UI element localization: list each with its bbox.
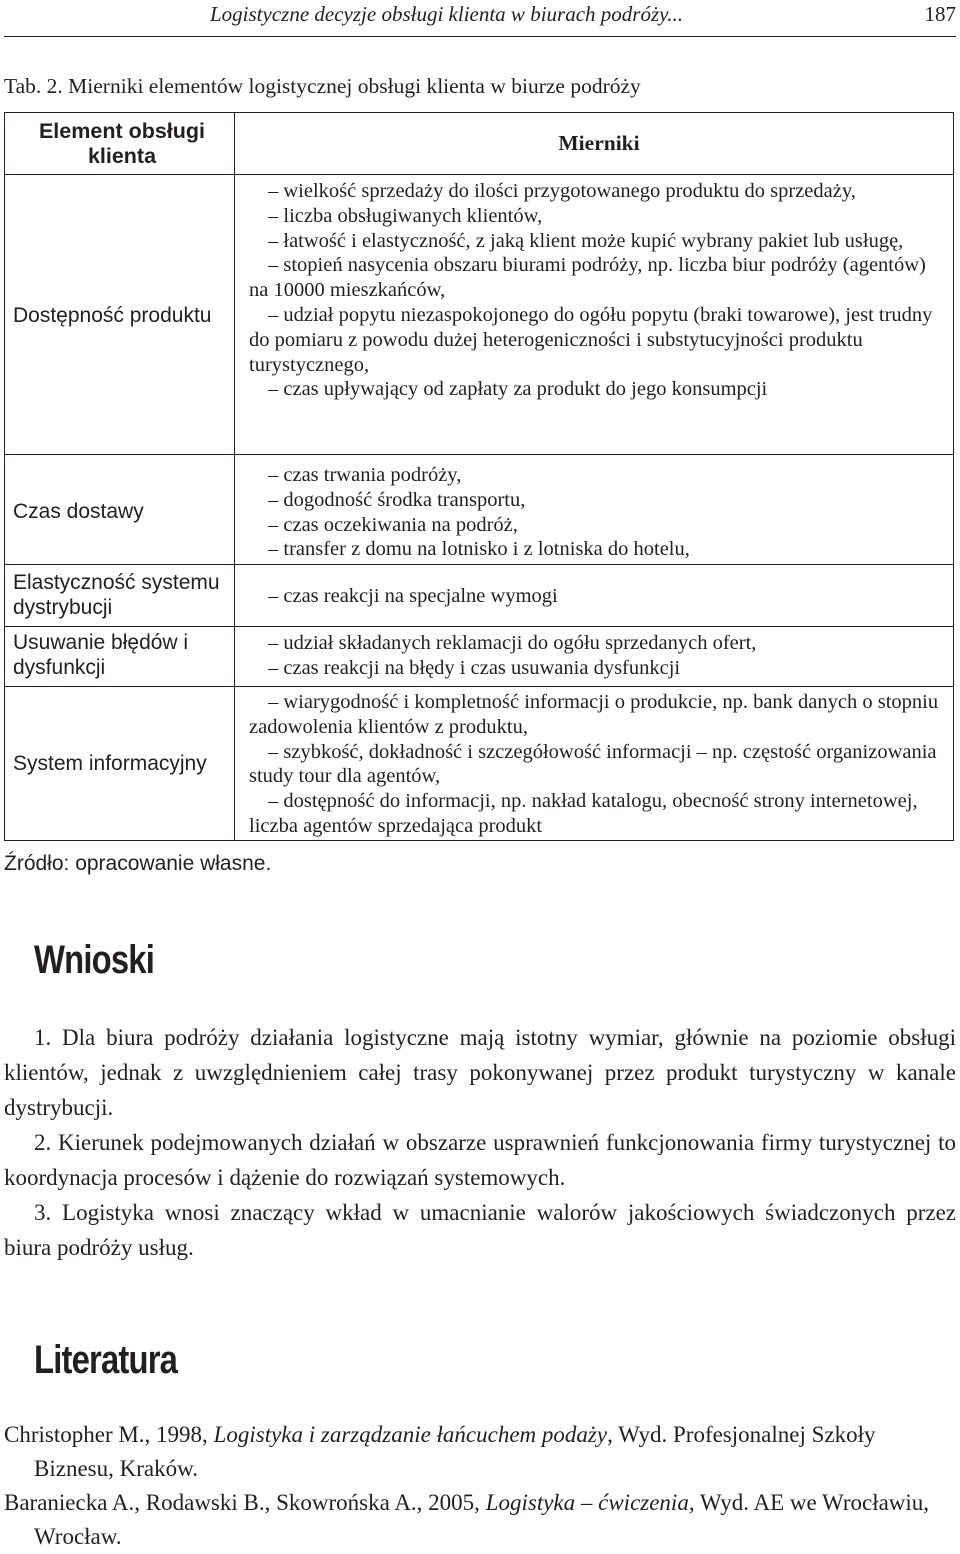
conclusion-item: 3. Logistyka wnosi znaczący wkład w umacnianie walorów jakościowych świadczonych przez biura podróży usług. bbox=[4, 1200, 956, 1260]
table-caption: Tab. 2. Mierniki elementów logistycznej obsługi klienta w biurze podróży bbox=[4, 74, 641, 98]
row-measures-delivery bbox=[249, 463, 949, 562]
row-element-errors: Usuwanie błędów i dysfunkcji bbox=[13, 631, 189, 679]
measure-item: – szybkość, dokładność i szczegółowość informacji – np. częstość organizowania study tour dla agentów, bbox=[249, 740, 937, 788]
conclusions-heading: Wnioski bbox=[34, 938, 155, 982]
measure-item: – transfer z domu na lotnisko i z lotniska do hotelu, bbox=[268, 538, 690, 561]
measure-item: – czas reakcji na błędy i czas usuwania dysfunkcji bbox=[268, 656, 681, 679]
row-measures-information bbox=[249, 690, 949, 839]
reference-title: Logistyka i zarządzanie łańcuchem podaży bbox=[213, 1422, 608, 1447]
row-element-flexibility: Elastyczność systemu dystrybucji bbox=[13, 571, 220, 619]
measure-item: – czas reakcji na specjalne wymogi bbox=[268, 585, 558, 607]
row-divider bbox=[5, 454, 953, 455]
measure-item: – liczba obsługiwanych klientów, bbox=[268, 204, 543, 227]
row-measures-flexibility bbox=[249, 584, 949, 609]
reference-authors: Baraniecka A., Rodawski B., Skowrońska A., 2005, bbox=[4, 1490, 486, 1515]
measure-item: – łatwość i elastyczność, z jaką klient może kupić wybrany pakiet lub usługę, bbox=[268, 229, 904, 252]
row-divider bbox=[5, 626, 953, 627]
reference-authors: Christopher M., 1998, bbox=[4, 1422, 214, 1447]
measure-item: – udział składanych reklamacji do ogółu sprzedanych ofert, bbox=[268, 632, 757, 654]
page-number: 187 bbox=[924, 2, 956, 26]
table-source: Źródło: opracowanie własne. bbox=[4, 852, 272, 875]
conclusions-list bbox=[4, 1020, 956, 1265]
row-divider bbox=[5, 686, 953, 687]
measure-item: – wiarygodność i kompletność informacji o produkcie, np. bank danych o stopniu zadowolenia klientów z produktu, bbox=[249, 691, 939, 738]
reference-title: Logistyka – ćwiczenia, bbox=[485, 1490, 695, 1515]
measures-table bbox=[4, 112, 954, 841]
measure-item: – stopień nasycenia obszaru biurami podróży, np. liczba biur podróży (agentów) na 10000 mieszkańców, bbox=[249, 254, 926, 302]
row-measures-availability bbox=[249, 179, 949, 402]
measure-item: – dogodność środka transportu, bbox=[268, 488, 526, 511]
measure-item: – czas trwania podróży, bbox=[268, 464, 462, 486]
conclusion-item: 2. Kierunek podejmowanych działań w obszarze usprawnień funkcjonowania firmy turystycznej to koordynacja procesów i dążenie do rozwiązań systemowych. bbox=[4, 1130, 956, 1190]
row-measures-errors bbox=[249, 631, 949, 681]
row-divider bbox=[5, 174, 953, 175]
header-element: Element obsługi klienta bbox=[38, 119, 206, 168]
reference-publisher: Wyd. AE we Wrocławiu, Wrocław. bbox=[34, 1490, 930, 1549]
row-element-information: System informacyjny bbox=[13, 752, 207, 775]
literature-list bbox=[4, 1418, 956, 1554]
measure-item: – dostępność do informacji, np. nakład katalogu, obecność strony internetowej, liczba agentów sprzedająca produkt bbox=[249, 790, 918, 837]
conclusion-item: 1. Dla biura podróży działania logistyczne mają istotny wymiar, głównie na poziomie obsługi klientów, jednak z uwzględnieniem całej trasy pokonywanej przez produkt turystyczny w kanale dystrybucji. bbox=[4, 1025, 956, 1120]
literature-heading: Literatura bbox=[34, 1338, 178, 1382]
reference-item bbox=[4, 1418, 956, 1486]
reference-publisher: , Wyd. Profesjonalnej Szkoły Biznesu, Kraków. bbox=[34, 1422, 876, 1481]
running-header bbox=[4, 0, 956, 37]
measure-item: – czas oczekiwania na podróż, bbox=[268, 513, 518, 536]
measure-item: – wielkość sprzedaży do ilości przygotowanego produktu do sprzedaży, bbox=[268, 180, 856, 202]
row-element-delivery: Czas dostawy bbox=[13, 500, 144, 523]
header-measures: Mierniki bbox=[558, 131, 640, 155]
row-divider bbox=[5, 564, 953, 565]
column-divider bbox=[234, 113, 235, 840]
reference-item bbox=[4, 1486, 956, 1554]
measure-item: – udział popytu niezaspokojonego do ogółu popytu (braki towarowe), jest trudny do pomiaru z powodu dużej heterogeniczności i substytucyjności produktu turystycznego, bbox=[249, 303, 933, 376]
running-title: Logistyczne decyzje obsługi klienta w biurach podróży... bbox=[210, 2, 684, 26]
measure-item: – czas upływający od zapłaty za produkt do jego konsumpcji bbox=[268, 378, 768, 401]
row-element-availability: Dostępność produktu bbox=[13, 304, 212, 327]
